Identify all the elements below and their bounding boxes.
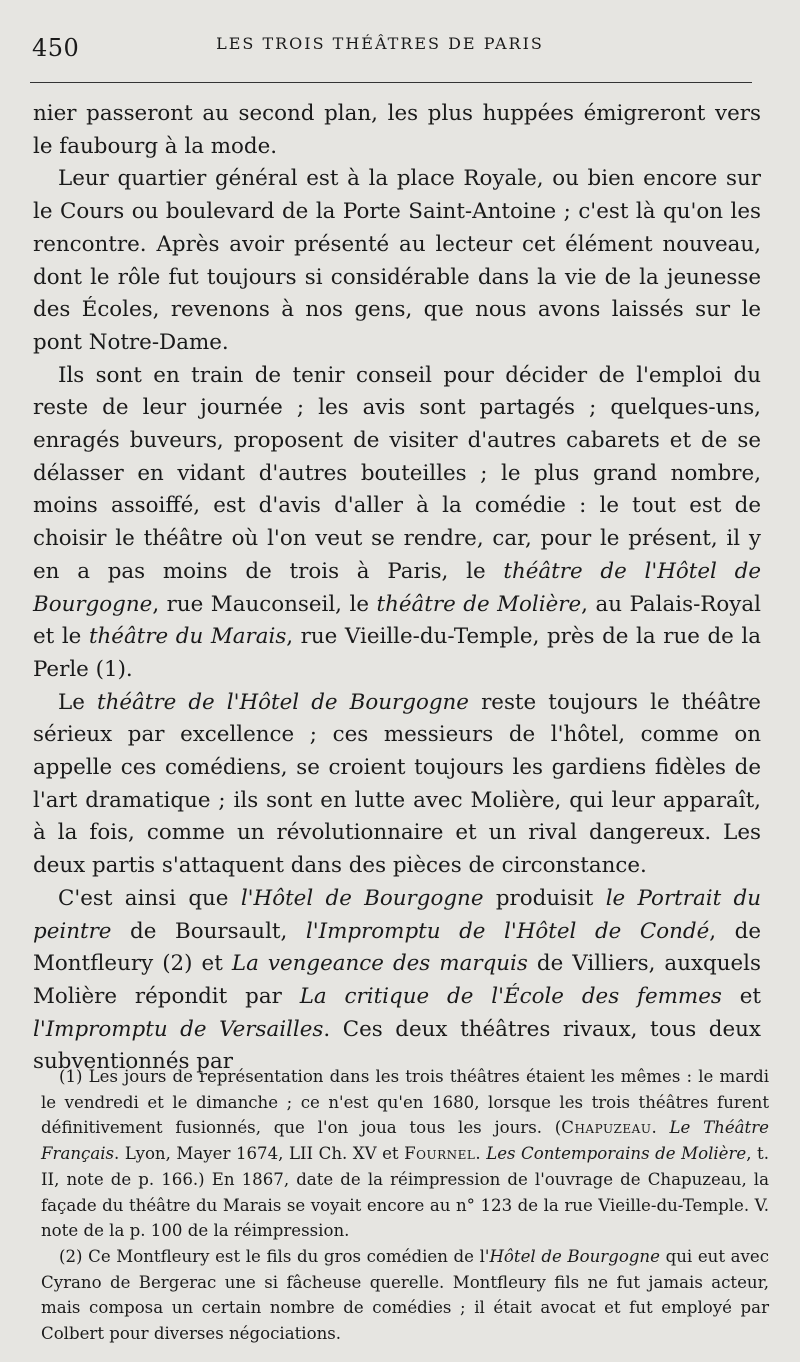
text-span: de Villiers, auxquels Molière répondit par [33, 951, 761, 1009]
italic-title: l'Impromptu de Versailles [33, 1016, 324, 1042]
italic-title: théâtre du Marais [88, 624, 287, 650]
italic-title: théâtre de l'Hôtel de Bourgogne [33, 558, 761, 617]
italic-title: La critique de l'École des femmes [299, 983, 722, 1009]
text-span: C'est ainsi que [58, 885, 229, 911]
paragraph-4 [33, 687, 761, 883]
page-number: 450 [32, 34, 80, 62]
italic-title: l'Hôtel de Bourgogne [240, 885, 484, 911]
running-title: LES TROIS THÉÂTRES DE PARIS [216, 34, 544, 53]
author-name: Chapuzeau [561, 1118, 652, 1138]
italic-title: Le Théâtre Français [41, 1118, 769, 1164]
text-span: , rue Vieille-du-Temple, près de la rue de la Perle (1). [33, 624, 761, 682]
italic-title: le Portrait du peintre [33, 885, 761, 944]
text-span: , t. II, note de p. 166.) En 1867, date de la réimpression de l'ouvrage de Chapuzeau, la façade du théâtre du Marais se voyait encore au n° 123 de la rue Vieille-du-Temple. V. note de la p. 100 de la réimpression. [41, 1144, 770, 1241]
italic-title: théâtre de l'Hôtel de Bourgogne [96, 689, 469, 715]
main-text [33, 98, 761, 1079]
text-span: , de Montfleury (2) et [33, 918, 761, 977]
text-span: . Ces deux théâtres rivaux, tous deux subventionnés par [33, 1016, 761, 1075]
author-name: Fournel [404, 1144, 476, 1164]
text-span: de Boursault, [130, 918, 288, 944]
footnotes [41, 1064, 769, 1347]
text-span: qui eut avec Cyrano de Bergerac une si fâcheuse querelle. Montfleury fils ne fut jamais acteur, mais composa un certain nombre de comédies ; il était avocat et fut employé par Colbert pour diverses négociations. [41, 1246, 769, 1344]
text-span: Ils sont en train de tenir conseil pour décider de l'emploi du reste de leur journée ; les avis sont partagés ; quelques-uns, enragés buveurs, proposent de visiter d'autres cabarets et de se délasser en vidant d'autres bouteilles ; le plus grand nombre, moins assoiffé, est d'avis d'aller à la comédie : le tout est de choisir le théâtre où l'on veut se rendre, car, pour le présent, il y en a pas moins de trois à Paris, le [33, 362, 761, 584]
page-header [30, 26, 770, 66]
text-span: reste toujours le théâtre sérieux par excellence ; ces messieurs de l'hôtel, comme on appelle ces comédiens, se croient toujours les gardiens fidèles de l'art dramatique ; ils sont en lutte avec Molière, qui leur apparaît, à la fois, comme un révolutionnaire et un rival dangereux. Les deux partis s'attaquent dans des pièces de circonstance. [33, 689, 761, 879]
italic-title: La vengeance des marquis [231, 951, 528, 977]
text-span: (1) Les jours de représentation dans les trois théâtres étaient les mêmes : le mardi le vendredi et le dimanche ; ce n'est qu'en 1680, lorsque les trois théâtres furent définitivement fusionnés, que l'on joua tous les jours. ( [41, 1067, 769, 1138]
italic-title: Les Contemporains de Molière [486, 1144, 747, 1164]
text-span: produisit [495, 885, 594, 911]
text-span: . Lyon, Mayer 1674, LII Ch. XV et [114, 1144, 399, 1164]
italic-title: Hôtel de Bourgogne [489, 1246, 660, 1266]
paragraph-5 [33, 883, 761, 1079]
italic-title: théâtre de Molière [376, 591, 582, 617]
text-span: et [739, 983, 761, 1009]
italic-title: l'Impromptu de l'Hôtel de Condé [305, 918, 710, 944]
text-span: , au Palais-Royal et le [33, 591, 761, 650]
text-span: . [651, 1118, 657, 1138]
header-rule [30, 82, 752, 83]
footnote-1 [41, 1064, 769, 1244]
text-span: Le [58, 689, 85, 715]
paragraph-3 [33, 360, 761, 687]
paragraph-1: nier passeront au second plan, les plus huppées émigreront vers le faubourg à la mode. [33, 101, 761, 159]
paragraph-2: Leur quartier général est à la place Royale, ou bien encore sur le Cours ou boulevard de la Porte Saint-Antoine ; c'est là qu'on les rencontre. Après avoir présenté au lecteur cet élément nouveau, dont le rôle fut toujours si considérable dans la vie de la jeunesse des Écoles, revenons à nos gens, que nous avons laissés sur le pont Notre-Dame. [33, 166, 761, 355]
text-span: , rue Mauconseil, le [152, 591, 369, 617]
text-span: . [475, 1144, 481, 1164]
text-span: (2) Ce Montfleury est le fils du gros comédien de l' [59, 1246, 490, 1266]
footnote-2 [41, 1244, 769, 1347]
